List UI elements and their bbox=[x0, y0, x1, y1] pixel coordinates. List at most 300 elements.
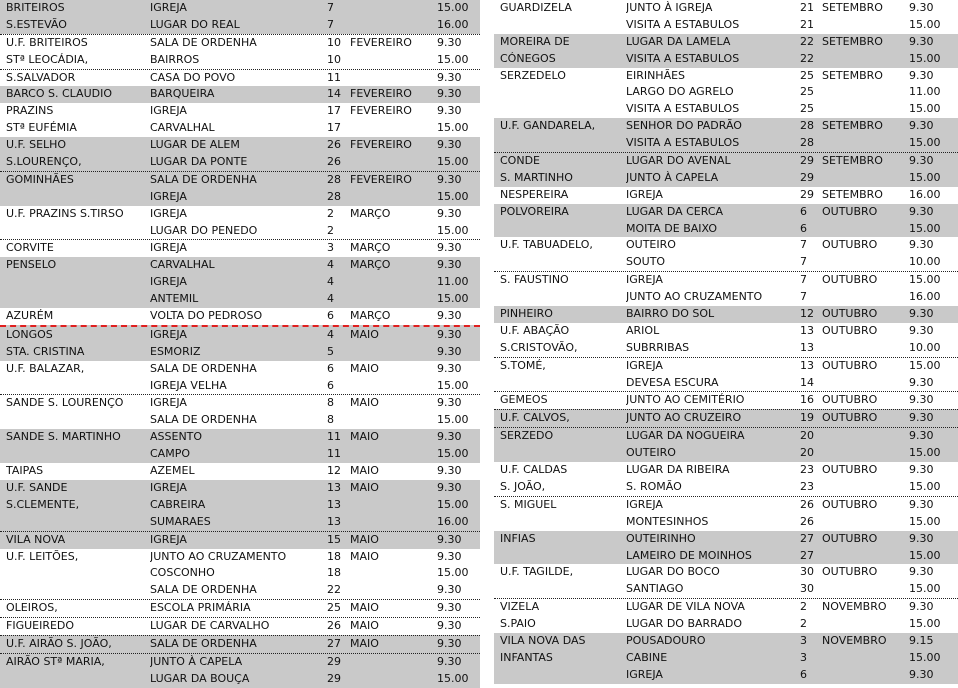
location-cell: S.TOMÉ, bbox=[500, 358, 546, 372]
day-cell: 19 bbox=[800, 411, 814, 425]
day-cell: 26 bbox=[327, 138, 341, 152]
place-cell: ESMORIZ bbox=[150, 344, 201, 358]
place-cell: CABINE bbox=[626, 650, 668, 664]
time-cell: 9.30 bbox=[437, 309, 462, 323]
time-cell: 15.00 bbox=[909, 17, 941, 31]
location-cell: MOREIRA DE bbox=[500, 34, 570, 48]
day-cell: 13 bbox=[327, 480, 341, 494]
table-row bbox=[494, 548, 958, 565]
place-cell: VOLTA DO PEDROSO bbox=[150, 309, 263, 323]
day-cell: 14 bbox=[327, 87, 341, 101]
place-cell: VISITA A ESTABULOS bbox=[626, 51, 740, 65]
time-cell: 15.00 bbox=[909, 358, 941, 372]
location-cell: CONDE bbox=[500, 154, 540, 168]
day-cell: 26 bbox=[800, 514, 814, 528]
time-cell: 9.30 bbox=[437, 601, 462, 615]
table-row bbox=[0, 0, 480, 17]
table-row bbox=[494, 633, 958, 650]
time-cell: 15.00 bbox=[909, 479, 941, 493]
time-cell: 9.30 bbox=[909, 375, 934, 389]
place-cell: LAMEIRO DE MOINHOS bbox=[626, 548, 752, 562]
time-cell: 15.00 bbox=[437, 121, 469, 135]
place-cell: BARQUEIRA bbox=[150, 87, 215, 101]
location-cell: VILA NOVA DAS bbox=[500, 633, 586, 647]
day-cell: 4 bbox=[327, 258, 334, 272]
place-cell: OUTEIRINHO bbox=[626, 531, 696, 545]
location-cell: STA. CRISTINA bbox=[6, 344, 85, 358]
place-cell: EIRINHÃES bbox=[626, 68, 686, 82]
place-cell: BAIRRO DO SOL bbox=[626, 307, 715, 321]
place-cell: LUGAR DE ALEM bbox=[150, 138, 240, 152]
month-cell: SETEMBRO bbox=[822, 34, 883, 48]
place-cell: S. ROMÃO bbox=[626, 479, 682, 493]
table-row bbox=[0, 69, 480, 87]
table-row bbox=[494, 375, 958, 392]
location-cell: U.F. AIRÃO S. JOÃO, bbox=[6, 636, 112, 650]
time-cell: 15.00 bbox=[437, 566, 469, 580]
month-cell: SETEMBRO bbox=[822, 119, 883, 133]
location-cell: TAIPAS bbox=[6, 464, 44, 478]
day-cell: 20 bbox=[800, 429, 814, 443]
place-cell: IGREJA bbox=[150, 327, 187, 341]
time-cell: 15.00 bbox=[909, 170, 941, 184]
time-cell: 15.00 bbox=[437, 292, 469, 306]
place-cell: MOITA DE BAIXO bbox=[626, 221, 718, 235]
table-row bbox=[494, 34, 958, 51]
table-row bbox=[494, 289, 958, 306]
month-cell: FEVEREIRO bbox=[350, 35, 412, 49]
place-cell: OUTEIRO bbox=[626, 446, 676, 460]
location-cell: U.F. ABAÇÃO bbox=[500, 323, 570, 337]
table-row bbox=[0, 52, 480, 69]
day-cell: 11 bbox=[327, 430, 341, 444]
day-cell: 30 bbox=[800, 582, 814, 596]
place-cell: SOUTO bbox=[626, 255, 666, 269]
table-row bbox=[494, 598, 958, 616]
table-row bbox=[0, 257, 480, 274]
place-cell: JUNTO AO CRUZAMENTO bbox=[150, 549, 287, 563]
place-cell: BAIRROS bbox=[150, 52, 200, 66]
table-row bbox=[494, 84, 958, 101]
place-cell: JUNTO À CAPELA bbox=[150, 654, 243, 668]
day-cell: 6 bbox=[800, 667, 807, 681]
place-cell: IGREJA VELHA bbox=[150, 378, 227, 392]
month-cell: MAIO bbox=[350, 327, 379, 341]
month-cell: OUTUBRO bbox=[822, 411, 878, 425]
place-cell: CASA DO POVO bbox=[150, 70, 236, 84]
time-cell: 11.00 bbox=[909, 85, 941, 99]
location-cell: VILA NOVA bbox=[6, 532, 66, 546]
table-row bbox=[494, 323, 958, 340]
place-cell: LUGAR DA LAMELA bbox=[626, 34, 731, 48]
table-row bbox=[494, 254, 958, 271]
place-cell: IGREJA bbox=[150, 241, 187, 255]
table-row bbox=[0, 189, 480, 206]
time-cell: 9.30 bbox=[909, 34, 934, 48]
time-cell: 9.30 bbox=[437, 464, 462, 478]
day-cell: 25 bbox=[327, 601, 341, 615]
table-row bbox=[0, 582, 480, 599]
month-cell: OUTUBRO bbox=[822, 358, 878, 372]
location-cell: S.PAIO bbox=[500, 617, 536, 631]
time-cell: 9.30 bbox=[437, 70, 462, 84]
time-cell: 9.30 bbox=[909, 1, 934, 14]
location-cell: POLVOREIRA bbox=[500, 204, 569, 218]
time-cell: 9.30 bbox=[437, 87, 462, 101]
table-row bbox=[0, 34, 480, 52]
day-cell: 21 bbox=[800, 1, 814, 14]
location-cell: INFANTAS bbox=[500, 650, 553, 664]
time-cell: 9.30 bbox=[909, 497, 934, 511]
month-cell: FEVEREIRO bbox=[350, 87, 412, 101]
place-cell: JUNTO À CAPELA bbox=[626, 170, 719, 184]
location-cell: PINHEIRO bbox=[500, 307, 553, 321]
location-cell: S.CRISTOVÃO, bbox=[500, 340, 578, 354]
day-cell: 27 bbox=[327, 636, 341, 650]
table-row bbox=[0, 565, 480, 582]
day-cell: 13 bbox=[800, 323, 814, 337]
column-gutter bbox=[480, 0, 494, 664]
day-cell: 4 bbox=[327, 327, 334, 341]
table-row bbox=[0, 103, 480, 120]
table-row bbox=[0, 378, 480, 395]
time-cell: 9.30 bbox=[909, 667, 934, 681]
place-cell: SUMARAES bbox=[150, 514, 211, 528]
location-cell: PRAZINS bbox=[6, 104, 54, 118]
place-cell: COSCONHO bbox=[150, 566, 215, 580]
place-cell: SALA DE ORDENHA bbox=[150, 361, 257, 375]
time-cell: 9.30 bbox=[437, 344, 462, 358]
table-row bbox=[494, 531, 958, 548]
place-cell: CARVALHAL bbox=[150, 121, 215, 135]
table-row bbox=[494, 51, 958, 68]
day-cell: 26 bbox=[327, 155, 341, 169]
location-cell: U.F. GANDARELA, bbox=[500, 119, 596, 133]
location-cell: U.F. SELHO bbox=[6, 138, 67, 152]
right-schedule-table bbox=[494, 0, 958, 684]
day-cell: 28 bbox=[327, 172, 341, 186]
day-cell: 29 bbox=[800, 154, 814, 168]
time-cell: 9.30 bbox=[909, 600, 934, 614]
day-cell: 7 bbox=[327, 1, 334, 14]
location-cell: U.F. TAGILDE, bbox=[500, 565, 574, 579]
month-cell: OUTUBRO bbox=[822, 204, 878, 218]
day-cell: 15 bbox=[327, 532, 341, 546]
day-cell: 4 bbox=[327, 275, 334, 289]
time-cell: 9.30 bbox=[909, 393, 934, 407]
location-cell: GOMINHÃES bbox=[6, 172, 74, 186]
table-row bbox=[494, 17, 958, 34]
time-cell: 9.30 bbox=[437, 532, 462, 546]
location-cell: BARCO S. CLAUDIO bbox=[6, 87, 112, 101]
location-cell: GEMEOS bbox=[500, 393, 548, 407]
day-cell: 12 bbox=[327, 464, 341, 478]
time-cell: 15.00 bbox=[437, 378, 469, 392]
location-cell: OLEIROS, bbox=[6, 601, 58, 615]
month-cell: MAIO bbox=[350, 361, 379, 375]
place-cell: SALA DE ORDENHA bbox=[150, 35, 257, 49]
day-cell: 7 bbox=[800, 255, 807, 269]
day-cell: 3 bbox=[327, 241, 334, 255]
place-cell: SALA DE ORDENHA bbox=[150, 413, 257, 427]
day-cell: 3 bbox=[800, 633, 807, 647]
table-row bbox=[494, 357, 958, 375]
place-cell: LUGAR DA NOGUEIRA bbox=[626, 429, 745, 443]
table-row bbox=[0, 412, 480, 429]
place-cell: SALA DE ORDENHA bbox=[150, 172, 257, 186]
table-row bbox=[494, 118, 958, 135]
day-cell: 22 bbox=[800, 34, 814, 48]
time-cell: 9.30 bbox=[437, 654, 462, 668]
day-cell: 17 bbox=[327, 104, 341, 118]
day-cell: 2 bbox=[800, 617, 807, 631]
location-cell: AIRÃO STª MARIA, bbox=[6, 654, 105, 668]
location-cell: LONGOS bbox=[6, 327, 53, 341]
time-cell: 15.00 bbox=[909, 617, 941, 631]
place-cell: LUGAR DO PENEDO bbox=[150, 223, 258, 237]
place-cell: LUGAR DE VILA NOVA bbox=[626, 600, 745, 614]
table-row bbox=[494, 204, 958, 221]
time-cell: 9.30 bbox=[437, 258, 462, 272]
table-row bbox=[494, 68, 958, 85]
table-row bbox=[0, 531, 480, 549]
day-cell: 28 bbox=[800, 136, 814, 150]
place-cell: DEVESA ESCURA bbox=[626, 375, 719, 389]
month-cell: SETEMBRO bbox=[822, 68, 883, 82]
time-cell: 9.30 bbox=[437, 396, 462, 410]
time-cell: 16.00 bbox=[437, 514, 469, 528]
place-cell: IGREJA bbox=[626, 273, 663, 287]
time-cell: 16.00 bbox=[909, 290, 941, 304]
month-cell: OUTUBRO bbox=[822, 393, 878, 407]
table-row bbox=[0, 120, 480, 137]
day-cell: 20 bbox=[800, 446, 814, 460]
table-row bbox=[0, 497, 480, 514]
day-cell: 26 bbox=[327, 619, 341, 633]
table-row bbox=[0, 344, 480, 361]
day-cell: 4 bbox=[327, 292, 334, 306]
time-cell: 9.30 bbox=[909, 565, 934, 579]
month-cell: OUTUBRO bbox=[822, 307, 878, 321]
month-cell: MAIO bbox=[350, 636, 379, 650]
table-row bbox=[0, 171, 480, 189]
place-cell: IGREJA bbox=[150, 189, 187, 203]
location-cell: U.F. BALAZAR, bbox=[6, 361, 85, 375]
location-cell: SERZEDELO bbox=[500, 68, 566, 82]
table-row bbox=[0, 514, 480, 531]
day-cell: 10 bbox=[327, 35, 341, 49]
table-row bbox=[494, 564, 958, 581]
day-cell: 29 bbox=[327, 654, 341, 668]
time-cell: 9.30 bbox=[909, 429, 934, 443]
day-cell: 11 bbox=[327, 70, 341, 84]
table-row bbox=[0, 154, 480, 171]
location-cell: U.F. CALVOS, bbox=[500, 411, 570, 425]
month-cell: MARÇO bbox=[350, 206, 391, 220]
time-cell: 9.30 bbox=[909, 119, 934, 133]
month-cell: SETEMBRO bbox=[822, 187, 883, 201]
table-row bbox=[494, 187, 958, 204]
place-cell: SALA DE ORDENHA bbox=[150, 583, 257, 597]
location-cell: NESPEREIRA bbox=[500, 187, 569, 201]
place-cell: SENHOR DO PADRÃO bbox=[626, 119, 742, 133]
place-cell: IGREJA bbox=[150, 480, 187, 494]
day-cell: 17 bbox=[327, 121, 341, 135]
table-row bbox=[494, 0, 958, 17]
day-cell: 8 bbox=[327, 396, 334, 410]
place-cell: IGREJA bbox=[150, 1, 187, 14]
day-cell: 7 bbox=[800, 238, 807, 252]
table-row bbox=[0, 274, 480, 291]
day-cell: 29 bbox=[800, 187, 814, 201]
place-cell: IGREJA bbox=[150, 532, 187, 546]
day-cell: 27 bbox=[800, 548, 814, 562]
time-cell: 9.15 bbox=[909, 633, 934, 647]
day-cell: 8 bbox=[327, 413, 334, 427]
time-cell: 9.30 bbox=[909, 463, 934, 477]
place-cell: IGREJA bbox=[150, 275, 187, 289]
location-cell: SANDE S. MARTINHO bbox=[6, 430, 121, 444]
location-cell: S. MARTINHO bbox=[500, 170, 573, 184]
place-cell: LARGO DO AGRELO bbox=[626, 85, 734, 99]
location-cell: GUARDIZELA bbox=[500, 1, 572, 14]
day-cell: 23 bbox=[800, 463, 814, 477]
place-cell: JUNTO AO CRUZAMENTO bbox=[626, 290, 763, 304]
time-cell: 10.00 bbox=[909, 340, 941, 354]
month-cell: FEVEREIRO bbox=[350, 138, 412, 152]
day-cell: 25 bbox=[800, 68, 814, 82]
place-cell: OUTEIRO bbox=[626, 238, 676, 252]
location-cell: U.F. SANDE bbox=[6, 480, 68, 494]
place-cell: IGREJA bbox=[150, 206, 187, 220]
time-cell: 15.00 bbox=[437, 1, 469, 14]
place-cell: LUGAR DO AVENAL bbox=[626, 154, 731, 168]
location-cell: S.ESTEVÃO bbox=[6, 17, 67, 31]
day-cell: 6 bbox=[327, 378, 334, 392]
location-cell: S. MIGUEL bbox=[500, 497, 557, 511]
table-row bbox=[0, 599, 480, 617]
time-cell: 9.30 bbox=[909, 307, 934, 321]
place-cell: IGREJA bbox=[626, 358, 663, 372]
location-cell: SERZEDO bbox=[500, 429, 554, 443]
place-cell: LUGAR DA BOUÇA bbox=[150, 671, 250, 685]
place-cell: LUGAR DO BARRADO bbox=[626, 617, 743, 631]
time-cell: 9.30 bbox=[909, 531, 934, 545]
time-cell: 9.30 bbox=[437, 241, 462, 255]
time-cell: 15.00 bbox=[437, 52, 469, 66]
table-row bbox=[494, 340, 958, 357]
table-row bbox=[0, 86, 480, 103]
time-cell: 9.30 bbox=[437, 619, 462, 633]
day-cell: 16 bbox=[800, 393, 814, 407]
time-cell: 15.00 bbox=[437, 413, 469, 427]
place-cell: IGREJA bbox=[626, 497, 663, 511]
time-cell: 15.00 bbox=[909, 221, 941, 235]
time-cell: 9.30 bbox=[909, 154, 934, 168]
place-cell: ESCOLA PRIMÁRIA bbox=[150, 601, 251, 615]
place-cell: CARVALHAL bbox=[150, 258, 215, 272]
location-cell: S.LOURENÇO, bbox=[6, 155, 82, 169]
location-cell: FIGUEIREDO bbox=[6, 619, 75, 633]
table-row bbox=[494, 135, 958, 152]
place-cell: IGREJA bbox=[150, 396, 187, 410]
table-row bbox=[494, 101, 958, 118]
month-cell: OUTUBRO bbox=[822, 323, 878, 337]
time-cell: 9.30 bbox=[909, 68, 934, 82]
time-cell: 9.30 bbox=[437, 583, 462, 597]
day-cell: 2 bbox=[800, 600, 807, 614]
location-cell: AZURÉM bbox=[6, 309, 54, 323]
location-cell: INFIAS bbox=[500, 531, 536, 545]
month-cell: MARÇO bbox=[350, 258, 391, 272]
month-cell: MAIO bbox=[350, 601, 379, 615]
time-cell: 15.00 bbox=[437, 223, 469, 237]
table-row bbox=[494, 479, 958, 496]
time-cell: 9.30 bbox=[437, 480, 462, 494]
location-cell: VIZELA bbox=[500, 600, 540, 614]
table-row bbox=[0, 394, 480, 412]
month-cell: MAIO bbox=[350, 619, 379, 633]
month-cell: MARÇO bbox=[350, 241, 391, 255]
month-cell: OUTUBRO bbox=[822, 497, 878, 511]
month-cell: MARÇO bbox=[350, 309, 391, 323]
day-cell: 18 bbox=[327, 549, 341, 563]
place-cell: POUSADOURO bbox=[626, 633, 706, 647]
place-cell: VISITA A ESTABULOS bbox=[626, 17, 740, 31]
table-row bbox=[0, 671, 480, 688]
location-cell: PENSELO bbox=[6, 258, 57, 272]
table-row bbox=[494, 616, 958, 633]
table-row bbox=[494, 271, 958, 289]
time-cell: 9.30 bbox=[437, 549, 462, 563]
time-cell: 15.00 bbox=[909, 650, 941, 664]
table-row bbox=[494, 427, 958, 445]
day-cell: 11 bbox=[327, 447, 341, 461]
table-row bbox=[0, 325, 480, 344]
place-cell: JUNTO À IGREJA bbox=[626, 1, 713, 14]
day-cell: 22 bbox=[327, 583, 341, 597]
place-cell: AZEMEL bbox=[150, 464, 195, 478]
day-cell: 12 bbox=[800, 307, 814, 321]
month-cell: MAIO bbox=[350, 396, 379, 410]
location-cell: BRITEIROS bbox=[6, 1, 65, 14]
table-row bbox=[0, 635, 480, 653]
time-cell: 16.00 bbox=[909, 187, 941, 201]
month-cell: OUTUBRO bbox=[822, 238, 878, 252]
table-row bbox=[0, 429, 480, 446]
time-cell: 9.30 bbox=[437, 636, 462, 650]
location-cell: U.F. PRAZINS S.TIRSO bbox=[6, 206, 124, 220]
day-cell: 6 bbox=[327, 309, 334, 323]
day-cell: 25 bbox=[800, 102, 814, 116]
place-cell: ANTEMIL bbox=[150, 292, 199, 306]
day-cell: 2 bbox=[327, 223, 334, 237]
month-cell: OUTUBRO bbox=[822, 565, 878, 579]
day-cell: 6 bbox=[800, 221, 807, 235]
table-row bbox=[494, 237, 958, 254]
table-row bbox=[494, 221, 958, 238]
day-cell: 10 bbox=[327, 52, 341, 66]
table-row bbox=[494, 650, 958, 667]
time-cell: 15.00 bbox=[437, 497, 469, 511]
place-cell: CABREIRA bbox=[150, 497, 206, 511]
table-row bbox=[0, 361, 480, 378]
table-row bbox=[494, 306, 958, 323]
place-cell: CAMPO bbox=[150, 447, 190, 461]
month-cell: OUTUBRO bbox=[822, 463, 878, 477]
time-cell: 15.00 bbox=[437, 155, 469, 169]
place-cell: JUNTO AO CRUZEIRO bbox=[626, 411, 742, 425]
